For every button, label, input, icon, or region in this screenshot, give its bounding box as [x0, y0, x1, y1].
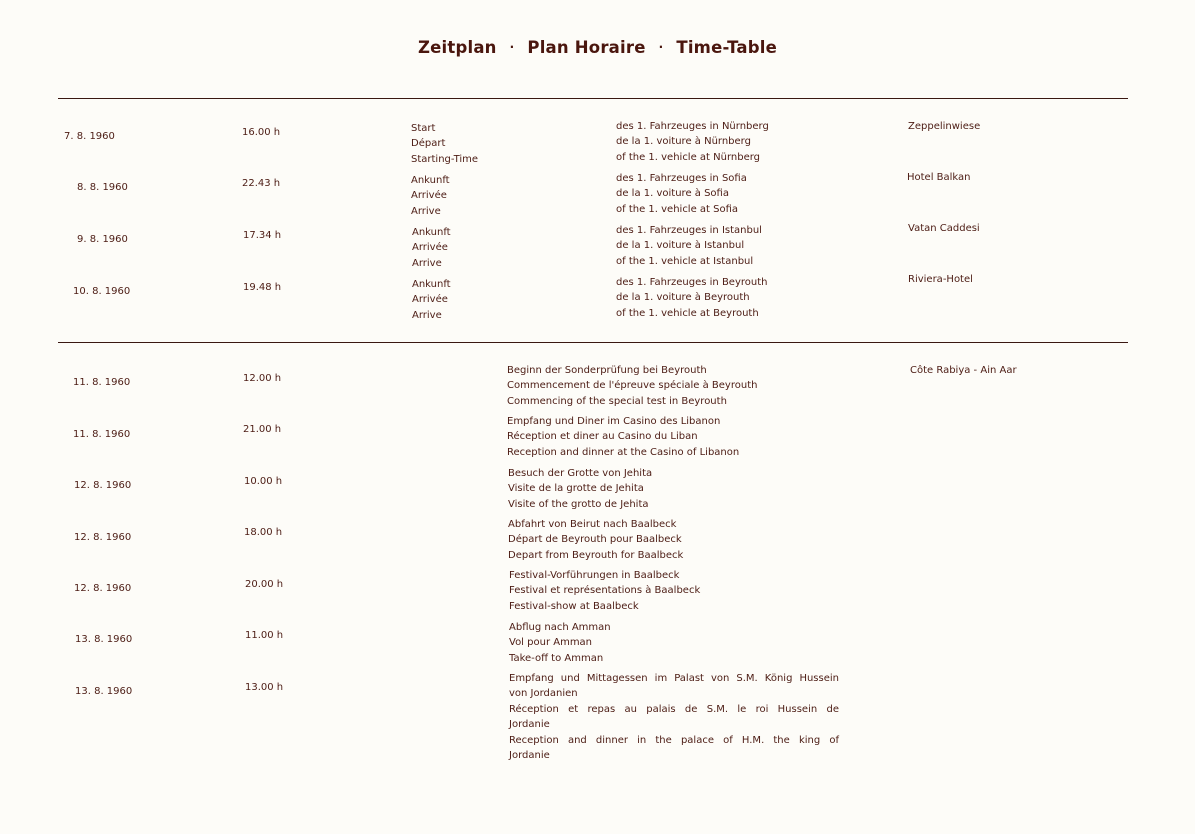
title-en: Time-Table [676, 38, 777, 57]
date-cell: 12. 8. 1960 [74, 480, 132, 491]
detail-cell: des 1. Fahrzeuges in Istanbul de la 1. voiture à Istanbul of the 1. vehicle at Istanbul [616, 225, 762, 267]
time-cell: 13.00 h [245, 682, 284, 693]
time-cell: 12.00 h [243, 373, 282, 384]
time-cell: 22.43 h [242, 178, 281, 189]
date-cell: 12. 8. 1960 [74, 583, 132, 594]
event-cell: Ankunft Arrivée Arrive [412, 227, 451, 269]
event-description: Empfang und Mittagessen im Palast von S.M. König Hussein von Jordanien Réception et repas au palais de S.M. le roi Hussein de Jordanie Reception and dinner in the palace of H.M. the king of Jordanie [509, 673, 839, 762]
event-cell: Ankunft Arrivée Arrive [411, 175, 450, 217]
date-cell: 11. 8. 1960 [73, 377, 131, 388]
event-cell: Start Départ Starting-Time [411, 123, 479, 165]
date-cell: 12. 8. 1960 [74, 532, 132, 543]
event-description: Abflug nach Amman Vol pour Amman Take-off to Amman [509, 622, 611, 664]
detail-cell: des 1. Fahrzeuges in Nürnberg de la 1. voiture à Nürnberg of the 1. vehicle at Nürnberg [616, 121, 769, 163]
event-description: Besuch der Grotte von Jehita Visite de la grotte de Jehita Visite of the grotto de Jehita [508, 468, 653, 510]
place-cell: Côte Rabiya - Ain Aar [910, 365, 1017, 376]
middle-divider [58, 342, 1128, 343]
date-cell: 13. 8. 1960 [75, 634, 133, 645]
date-cell: 13. 8. 1960 [75, 686, 133, 697]
time-cell: 11.00 h [245, 630, 284, 641]
time-cell: 17.34 h [243, 230, 282, 241]
event-description: Empfang und Diner im Casino des Libanon Réception et diner au Casino du Liban Reception and dinner at the Casino of Libanon [507, 416, 740, 458]
time-cell: 20.00 h [245, 579, 284, 590]
title-separator: · [658, 40, 664, 54]
date-cell: 9. 8. 1960 [77, 234, 128, 245]
time-cell: 10.00 h [244, 476, 283, 487]
place-cell: Hotel Balkan [907, 172, 971, 183]
top-divider [58, 98, 1128, 99]
event-description: Abfahrt von Beirut nach Baalbeck Départ de Beyrouth pour Baalbeck Depart from Beyrouth for Baalbeck [508, 519, 684, 561]
date-cell: 10. 8. 1960 [73, 286, 131, 297]
detail-cell: des 1. Fahrzeuges in Beyrouth de la 1. voiture à Beyrouth of the 1. vehicle at Beyrouth [616, 277, 768, 319]
event-description: Festival-Vorführungen in Baalbeck Festival et représentations à Baalbeck Festival-show at Baalbeck [509, 570, 701, 612]
place-cell: Zeppelinwiese [908, 121, 981, 132]
title-de: Zeitplan [417, 38, 497, 57]
page-title [0, 38, 1195, 57]
time-cell: 19.48 h [243, 282, 282, 293]
place-cell: Riviera-Hotel [908, 274, 973, 285]
time-cell: 21.00 h [243, 424, 282, 435]
date-cell: 8. 8. 1960 [77, 182, 128, 193]
place-cell: Vatan Caddesi [908, 223, 980, 234]
event-description: Beginn der Sonderprüfung bei Beyrouth Commencement de l'épreuve spéciale à Beyrouth Commencing of the special test in Beyrouth [507, 365, 758, 407]
title-separator: · [509, 40, 515, 54]
date-cell: 7. 8. 1960 [64, 131, 115, 142]
title-fr: Plan Horaire [527, 38, 646, 57]
time-cell: 18.00 h [244, 527, 283, 538]
detail-cell: des 1. Fahrzeuges in Sofia de la 1. voiture à Sofia of the 1. vehicle at Sofia [616, 173, 747, 215]
date-cell: 11. 8. 1960 [73, 429, 131, 440]
event-cell: Ankunft Arrivée Arrive [412, 279, 451, 321]
time-cell: 16.00 h [242, 127, 281, 138]
